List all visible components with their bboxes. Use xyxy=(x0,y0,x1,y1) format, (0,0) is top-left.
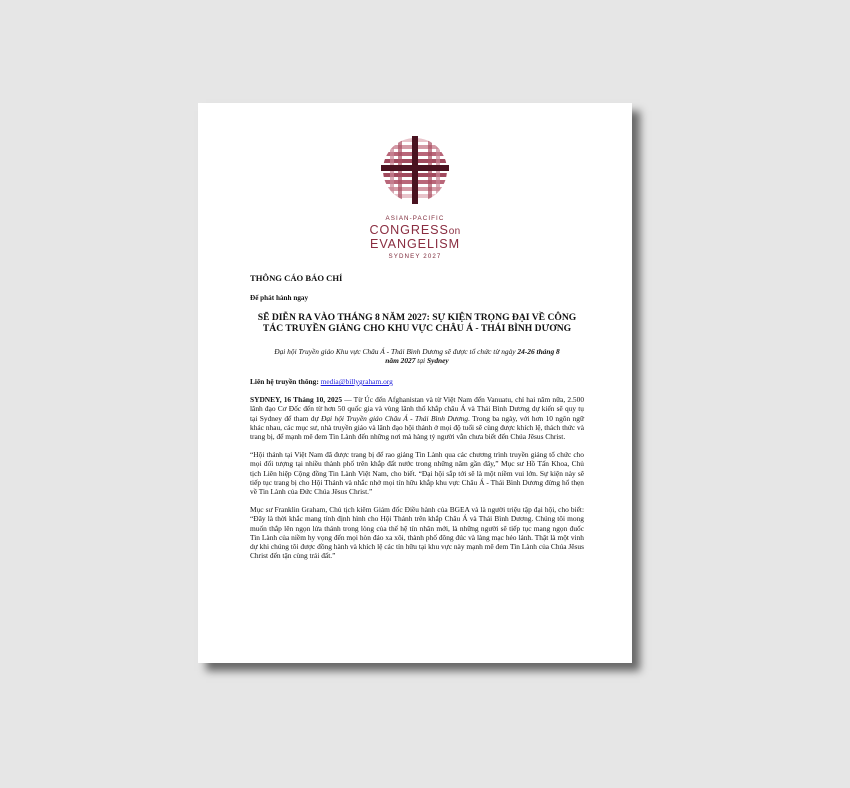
press-release-body xyxy=(250,274,584,560)
contact-label: Liên hệ truyền thông: xyxy=(250,377,319,386)
logo-line-evangelism: EVANGELISM xyxy=(370,237,460,251)
paragraph-1: SYDNEY, 16 Tháng 10, 2025 — Từ Úc đến Afghanistan và từ Việt Nam đến Vanuatu, chỉ hai năm nữa, 2.500 lãnh đạo Cơ Đốc đến từ hơn 50 quốc gia và vùng lãnh thổ khắp châu Á và Thái Bình Dương dự kiến sẽ quy tụ tại Sydney để tham dự Đại hội Truyền giáo Châu Á - Thái Bình Dương. Trong ba ngày, với hơn 10 ngôn ngữ khác nhau, các mục sư, nhà truyền giáo và lãnh đạo hội thánh ở mọi độ tuổi sẽ cùng được khích lệ, thách thức và trang bị, để mạnh mẽ đem Tin Lành đến những nơi mà hàng tỷ người vẫn chưa biết đến Chúa Jêsus Christ. xyxy=(250,395,585,442)
cross-emblem-icon xyxy=(381,136,449,204)
headline: SẼ DIỄN RA VÀO THÁNG 8 NĂM 2027: SỰ KIỆN TRỌNG ĐẠI VỀ CÔNG TÁC TRUYỀN GIẢNG CHO KHU VỰC CHÂU Á - THÁI BÌNH DƯƠNG xyxy=(257,312,577,334)
paragraph-2: “Hội thánh tại Việt Nam đã được trang bị để rao giảng Tin Lành qua các chương trình truyền giảng tổ chức cho mọi đối tượng tại nhiều thành phố trên khắp đất nước trong những năm gần đây,” Mục sư Hồ Tấn Khoa, Chủ tịch Liên hiệp Cộng đồng Tin Lành Việt Nam, cho biết. “Đại hội sắp tới sẽ là một niềm vui lớn. Sự kiện này sẽ tiếp tục trang bị cho Hội Thánh và nhắc nhở mọi tín hữu khắp khu vực Châu Á - Thái Bình Dương đừng hổ thẹn về Tin Lành của Đức Chúa Jêsus Christ.” xyxy=(250,450,584,497)
document-page xyxy=(198,103,632,663)
subheadline: Đại hội Truyền giáo Khu vực Châu Á - Thái Bình Dương sẽ được tổ chức từ ngày 24-26 tháng 8 năm 2027 tại Sydney xyxy=(274,346,560,365)
press-release-label: THÔNG CÁO BÁO CHÍ xyxy=(250,273,343,283)
media-contact xyxy=(250,377,584,386)
contact-email-link[interactable]: media@billygraham.org xyxy=(320,377,393,386)
paragraph-3: Mục sư Franklin Graham, Chủ tịch kiêm Giám đốc Điều hành của BGEA và là người triệu tập đại hội, cho biết: “Đây là thời khắc mang tính định hình cho Hội Thánh trên khắp Châu Á và Thái Bình Dương. Chúng tôi mong muốn thắp lên ngọn lửa thánh trong lòng của thế hệ tín nhân mới, là những người sẽ tiếp tục mang ngọn đuốc Tin Lành của niềm hy vọng đến mọi hòn đảo xa xôi, thành phố đông đúc và làng mạc hẻo lánh. Thật là một vinh dự khi chúng tôi được đồng hành và khích lệ các tín hữu tại khu vực này mạnh mẽ đem Tin Lành của Chúa Jêsus Christ đến tận cùng trái đất.” xyxy=(250,505,584,561)
logo-line-sydney: SYDNEY 2027 xyxy=(388,253,442,260)
logo-line-asian-pacific: ASIAN-PACIFIC xyxy=(385,215,445,222)
dateline: SYDNEY, 16 Tháng 10, 2025 xyxy=(250,395,343,405)
release-note: Để phát hành ngay xyxy=(250,294,309,303)
logo xyxy=(198,136,632,260)
logo-word-on: on xyxy=(448,226,461,237)
logo-line-congress: CONGRESS xyxy=(369,223,449,237)
